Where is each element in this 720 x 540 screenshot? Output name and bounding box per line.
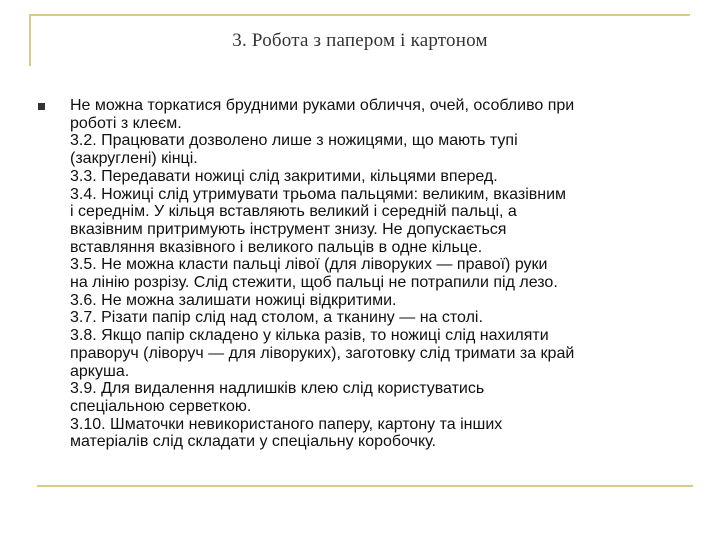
frame-top-line [29, 14, 690, 16]
text-line: на лінію розрізу. Слід стежити, щоб пальці не потрапили під лезо. [70, 274, 558, 292]
text-line: Не можна торкатися брудними руками обличчя, очей, особливо при [70, 97, 575, 114]
text-line: аркуша. [70, 362, 130, 380]
text-line: і середнім. У кільця вставляють великий і середній пальці, а [70, 203, 517, 221]
text-line: 3.4. Ножиці слід утримувати трьома пальцями: великим, вказівним [70, 185, 567, 203]
text-line: праворуч (ліворуч — для ліворуких), заготовку слід тримати за край [70, 344, 575, 362]
text-line: 3.2. Працювати дозволено лише з ножицями, що мають тупі [70, 132, 518, 150]
text-line: 3.3. Передавати ножиці слід закритими, кільцями вперед. [70, 167, 498, 185]
bullet-square-icon [38, 103, 45, 110]
rules-text [70, 97, 690, 451]
text-line: 3.5. Не можна класти пальці лівої (для ліворуких — правої) руки [70, 256, 548, 274]
frame-bottom-line [37, 485, 693, 487]
text-line: матеріалів слід складати у спеціальну коробочку. [70, 433, 436, 451]
text-line: спеціальною серветкою. [70, 397, 252, 415]
slide-title: 3. Робота з папером і картоном [232, 30, 488, 51]
text-line: 3.9. Для видалення надлишків клею слід користуватись [70, 380, 485, 398]
text-line: роботі з клеєм. [70, 114, 182, 132]
text-line: (закруглені) кінці. [70, 150, 198, 168]
text-line: вказівним притримують інструмент знизу. Не допускається [70, 220, 507, 238]
text-line: 3.7. Різати папір слід над столом, а тканину — на столі. [70, 309, 483, 327]
text-line: вставляння вказівного і великого пальців в одне кільце. [70, 238, 483, 256]
text-line: 3.10. Шматочки невикористаного паперу, картону та інших [70, 415, 503, 433]
text-line: 3.8. Якщо папір складено у кілька разів, то ножиці слід нахиляти [70, 327, 549, 345]
text-line: 3.6. Не можна залишати ножиці відкритими. [70, 291, 397, 309]
